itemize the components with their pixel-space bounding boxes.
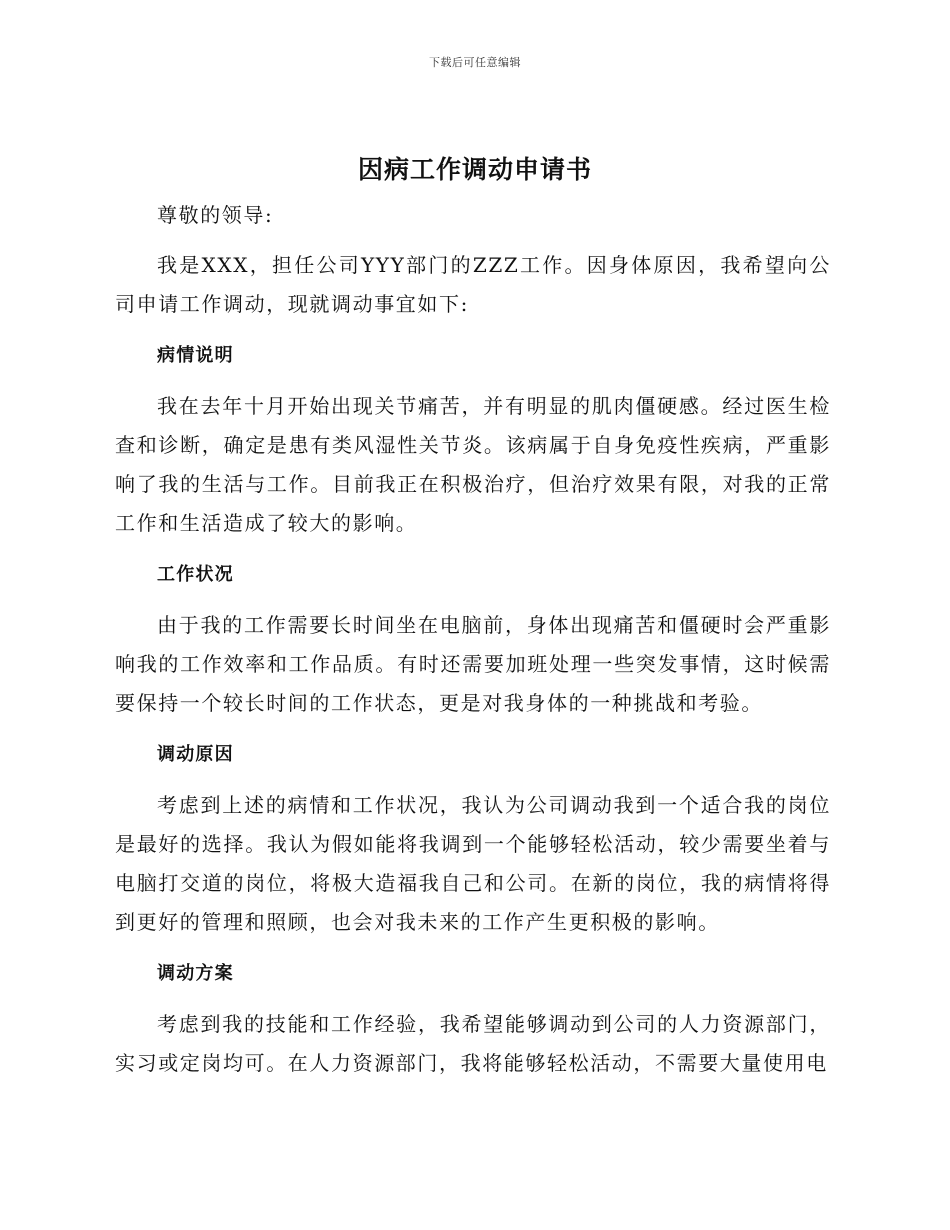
document-title: 因病工作调动申请书 (357, 155, 592, 184)
section-heading-transfer-plan: 调动方案 (157, 963, 234, 984)
document-body (115, 196, 831, 1095)
section-paragraph-transfer-reason: 考虑到上述的病情和工作状况，我认为公司调动我到一个适合我的岗位是最好的选择。我认为假如能将我调到一个能够轻松活动，较少需要坐着与电脑打交道的岗位，将极大造福我自己和公司。在新的岗位，我的病情将得到更好的管理和照顾，也会对我未来的工作产生更积极的影响。 (115, 793, 831, 934)
section-paragraph-transfer-plan: 考虑到我的技能和工作经验，我希望能够调动到公司的人力资源部门，实习或定岗均可。在人力资源部门，我将能够轻松活动，不需要大量使用电 (115, 1012, 831, 1075)
intro-paragraph: 我是XXX，担任公司YYY部门的ZZZ工作。因身体原因，我希望向公司申请工作调动，现就调动事宜如下: (115, 253, 831, 316)
section-paragraph-illness: 我在去年十月开始出现关节痛苦，并有明显的肌肉僵硬感。经过医生检查和诊断，确定是患有类风湿性关节炎。该病属于自身免疫性疾病，严重影响了我的生活与工作。目前我正在积极治疗，但治疗效果有限，对我的正常工作和生活造成了较大的影响。 (115, 394, 831, 535)
section-heading-transfer-reason: 调动原因 (157, 744, 234, 765)
section-paragraph-work-status: 由于我的工作需要长时间坐在电脑前，身体出现痛苦和僵硬时会严重影响我的工作效率和工作品质。有时还需要加班处理一些突发事情，这时候需要保持一个较长时间的工作状态，更是对我身体的一种挑战和考验。 (115, 613, 831, 715)
section-heading-work-status: 工作状况 (157, 564, 234, 585)
salutation: 尊敬的领导: (157, 203, 274, 227)
header-note: 下载后可任意编辑 (429, 56, 521, 69)
section-heading-illness: 病情说明 (157, 345, 234, 366)
